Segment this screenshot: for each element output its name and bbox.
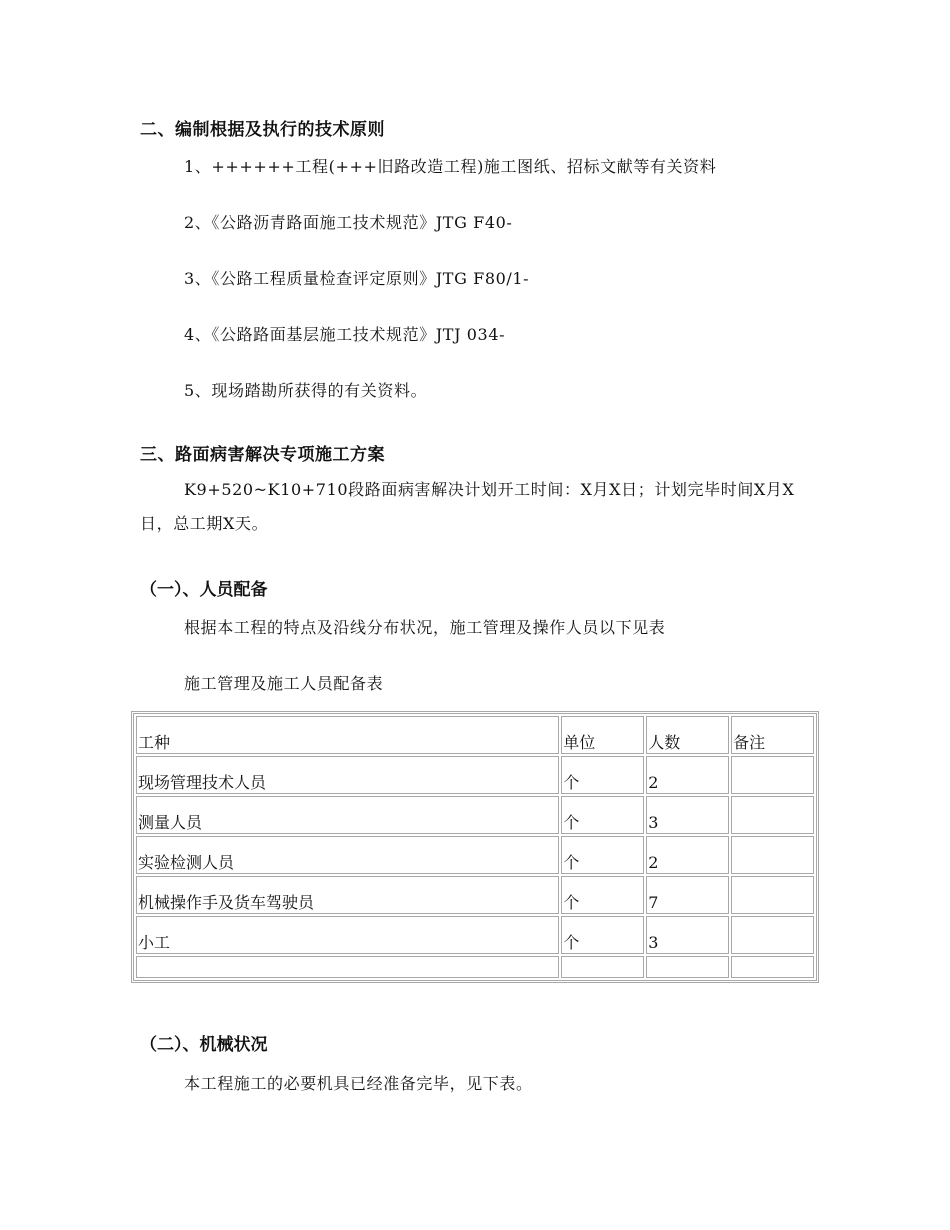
header-count: 人数 bbox=[646, 716, 729, 754]
basis-item-2: 2、《公路沥青路面施工技术规范》JTG F40- bbox=[184, 213, 513, 232]
cell-unit: 个 bbox=[561, 836, 644, 874]
cell-unit: 个 bbox=[561, 756, 644, 794]
cell-trade bbox=[136, 956, 559, 978]
cell-unit: 个 bbox=[561, 916, 644, 954]
cell-trade: 现场管理技术人员 bbox=[136, 756, 559, 794]
header-trade: 工种 bbox=[136, 716, 559, 754]
table-row bbox=[136, 756, 814, 794]
cell-remarks bbox=[731, 836, 814, 874]
section-2-heading: 二、编制根据及执行的技术原则 bbox=[140, 120, 385, 140]
section-3-heading: 三、路面病害解决专项施工方案 bbox=[140, 445, 385, 465]
cell-unit bbox=[561, 956, 644, 978]
cell-trade: 小工 bbox=[136, 916, 559, 954]
cell-trade: 机械操作手及货车驾驶员 bbox=[136, 876, 559, 914]
cell-trade: 实验检测人员 bbox=[136, 836, 559, 874]
basis-item-1: 1、++++++工程(+++旧路改造工程)施工图纸、招标文献等有关资料 bbox=[184, 157, 717, 176]
cell-remarks bbox=[731, 956, 814, 978]
cell-count: 7 bbox=[646, 876, 729, 914]
cell-remarks bbox=[731, 876, 814, 914]
cell-unit: 个 bbox=[561, 876, 644, 914]
cell-remarks bbox=[731, 756, 814, 794]
table-header-row bbox=[136, 716, 814, 754]
schedule-paragraph: K9+520~K10+710段路面病害解决计划开工时间：X月X日；计划完毕时间X月X日，总工期X天。 bbox=[140, 480, 795, 533]
cell-count: 2 bbox=[646, 836, 729, 874]
machinery-intro: 本工程施工的必要机具已经准备完毕，见下表。 bbox=[184, 1074, 533, 1093]
header-remarks: 备注 bbox=[731, 716, 814, 754]
basis-item-4: 4、《公路路面基层施工技术规范》JTJ 034- bbox=[184, 325, 506, 344]
table-caption: 施工管理及施工人员配备表 bbox=[184, 674, 384, 693]
cell-count: 2 bbox=[646, 756, 729, 794]
personnel-heading: （一）、人员配备 bbox=[140, 580, 268, 600]
table-row bbox=[136, 796, 814, 834]
basis-item-3: 3、《公路工程质量检查评定原则》JTG F80/1- bbox=[184, 269, 530, 288]
cell-count: 3 bbox=[646, 796, 729, 834]
cell-remarks bbox=[731, 916, 814, 954]
table-row bbox=[136, 916, 814, 954]
basis-item-5: 5、现场踏勘所获得的有关资料。 bbox=[184, 381, 428, 400]
personnel-intro: 根据本工程的特点及沿线分布状况，施工管理及操作人员以下见表 bbox=[184, 618, 666, 637]
header-unit: 单位 bbox=[561, 716, 644, 754]
table-row bbox=[136, 876, 814, 914]
cell-count: 3 bbox=[646, 916, 729, 954]
cell-count bbox=[646, 956, 729, 978]
cell-remarks bbox=[731, 796, 814, 834]
cell-unit: 个 bbox=[561, 796, 644, 834]
staffing-table bbox=[131, 711, 819, 983]
machinery-heading: （二）、机械状况 bbox=[140, 1035, 268, 1055]
table-row bbox=[136, 836, 814, 874]
table-row-empty bbox=[136, 956, 814, 978]
cell-trade: 测量人员 bbox=[136, 796, 559, 834]
